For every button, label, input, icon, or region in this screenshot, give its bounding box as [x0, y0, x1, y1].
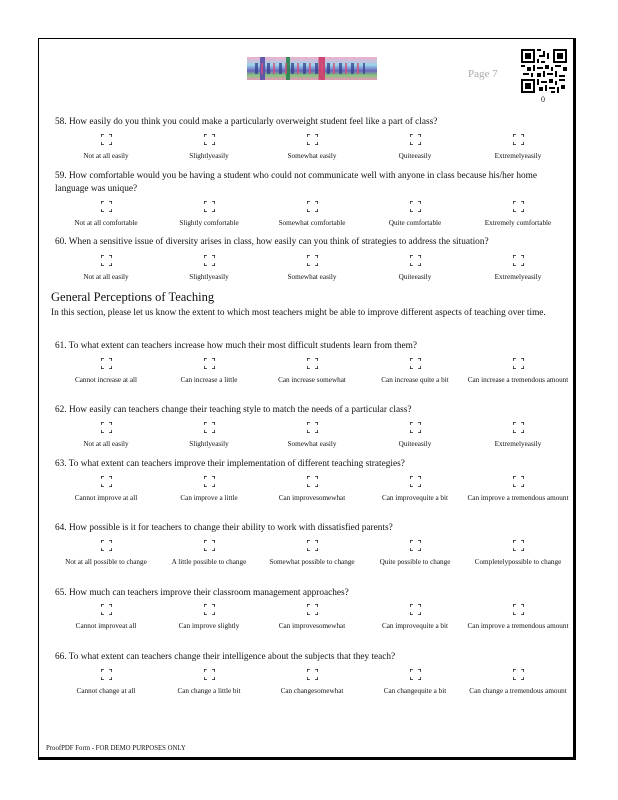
section-title: General Perceptions of Teaching [51, 290, 215, 304]
checkbox-icon[interactable] [513, 201, 524, 212]
answer-row-58 [54, 134, 568, 174]
checkbox-icon[interactable] [204, 604, 215, 615]
qr-caption: 0 [541, 95, 545, 104]
checkbox-icon[interactable] [307, 255, 318, 266]
checkbox-icon[interactable] [204, 255, 215, 266]
option-label: Quiteeasily [398, 273, 432, 281]
option-label: Can increase quite a bit [381, 376, 449, 384]
checkbox-icon[interactable] [513, 540, 524, 551]
checkbox-icon[interactable] [101, 540, 112, 551]
option-label: Not at all possible to change [65, 558, 147, 566]
option-66-1[interactable] [54, 669, 158, 697]
option-66-3[interactable] [260, 669, 364, 697]
checkbox-icon[interactable] [410, 255, 421, 266]
answer-row-59 [54, 201, 568, 241]
checkbox-icon[interactable] [101, 422, 112, 433]
option-label: Somewhat easily [287, 273, 337, 281]
page-number: Page 7 [468, 68, 498, 80]
option-60-4[interactable] [363, 255, 467, 283]
option-label: Not at all easily [83, 273, 129, 281]
qr-code [521, 49, 567, 93]
option-64-2[interactable] [157, 540, 261, 568]
option-60-1[interactable] [54, 255, 158, 283]
option-label: Not at all comfortable [74, 219, 138, 227]
answer-row-66 [54, 669, 568, 709]
question-62: 62. How easily can teachers change their teaching style to match the needs of a particular class? [55, 405, 412, 415]
checkbox-icon[interactable] [513, 255, 524, 266]
checkbox-icon[interactable] [307, 476, 318, 487]
option-label: Can improve slightly [178, 622, 240, 630]
checkbox-icon[interactable] [204, 476, 215, 487]
answer-row-63 [54, 476, 568, 516]
option-65-2[interactable] [157, 604, 261, 632]
option-61-3[interactable] [260, 358, 364, 386]
answer-row-60 [54, 255, 568, 295]
option-label: Can improvequite a bit [381, 622, 449, 630]
option-66-2[interactable] [157, 669, 261, 697]
checkbox-icon[interactable] [307, 604, 318, 615]
checkbox-icon[interactable] [204, 669, 215, 680]
option-label: Can increase a little [180, 376, 238, 384]
answer-row-62 [54, 422, 568, 462]
question-61: 61. To what extent can teachers increase how much their most difficult students learn from them? [55, 341, 417, 351]
option-66-5[interactable] [466, 669, 570, 697]
option-label: Slightlyeasily [189, 440, 229, 448]
question-59: 59. How comfortable would you be having a student who could not communicate well with anyone in class because his/her home language was unique? [55, 171, 538, 194]
option-label: Cannot improve at all [74, 494, 138, 502]
option-label: Quiteeasily [398, 152, 432, 160]
option-label: Slightly comfortable [179, 219, 239, 227]
checkbox-icon[interactable] [204, 540, 215, 551]
option-label: Can increase a tremendous amount [467, 376, 569, 384]
option-62-4[interactable] [363, 422, 467, 450]
option-59-4[interactable] [363, 201, 467, 229]
option-label: Extremely comfortable [484, 219, 552, 227]
checkbox-icon[interactable] [410, 604, 421, 615]
checkbox-icon[interactable] [307, 422, 318, 433]
option-62-5[interactable] [466, 422, 570, 450]
option-61-1[interactable] [54, 358, 158, 386]
checkbox-icon[interactable] [513, 669, 524, 680]
checkbox-icon[interactable] [410, 201, 421, 212]
checkbox-icon[interactable] [513, 134, 524, 145]
checkbox-icon[interactable] [204, 201, 215, 212]
checkbox-icon[interactable] [410, 422, 421, 433]
option-61-5[interactable] [466, 358, 570, 386]
option-label: Slightlyeasily [189, 152, 229, 160]
checkbox-icon[interactable] [101, 201, 112, 212]
option-label: Quite possible to change [379, 558, 451, 566]
option-label: Cannot improveat all [75, 622, 137, 630]
option-58-1[interactable] [54, 134, 158, 162]
checkbox-icon[interactable] [101, 604, 112, 615]
option-label: Somewhat easily [287, 152, 337, 160]
checkbox-icon[interactable] [410, 358, 421, 369]
checkbox-icon[interactable] [513, 604, 524, 615]
question-65: 65. How much can teachers improve their classroom management approaches? [55, 588, 349, 598]
checkbox-icon[interactable] [101, 255, 112, 266]
checkbox-icon[interactable] [101, 358, 112, 369]
option-label: Can improvequite a bit [381, 494, 449, 502]
checkbox-icon[interactable] [101, 669, 112, 680]
checkbox-icon[interactable] [307, 540, 318, 551]
option-label: Can improve a little [180, 494, 238, 502]
option-label: Not at all easily [83, 152, 129, 160]
option-59-1[interactable] [54, 201, 158, 229]
option-65-1[interactable] [54, 604, 158, 632]
header-logo [247, 57, 377, 80]
option-64-3[interactable] [260, 540, 364, 568]
option-label: Extremelyeasily [494, 152, 542, 160]
checkbox-icon[interactable] [307, 669, 318, 680]
option-label: Quiteeasily [398, 440, 432, 448]
option-label: Can improvesomewhat [278, 622, 346, 630]
option-63-1[interactable] [54, 476, 158, 504]
question-58: 58. How easily do you think you could make a particularly overweight student feel like a part of class? [55, 117, 438, 127]
option-60-3[interactable] [260, 255, 364, 283]
option-label: Can increase somewhat [278, 376, 346, 384]
option-58-3[interactable] [260, 134, 364, 162]
option-label: Can change a little bit [177, 687, 241, 695]
option-label: Cannot increase at all [74, 376, 138, 384]
option-label: Somewhat possible to change [269, 558, 355, 566]
option-62-2[interactable] [157, 422, 261, 450]
checkbox-icon[interactable] [307, 134, 318, 145]
checkbox-icon[interactable] [410, 540, 421, 551]
option-64-5[interactable] [466, 540, 570, 568]
option-62-3[interactable] [260, 422, 364, 450]
checkbox-icon[interactable] [410, 669, 421, 680]
question-60: 60. When a sensitive issue of diversity arises in class, how easily can you think of strategies to address the situation? [55, 237, 489, 247]
option-label: Extremelyeasily [494, 273, 542, 281]
checkbox-icon[interactable] [307, 358, 318, 369]
checkbox-icon[interactable] [204, 422, 215, 433]
checkbox-icon[interactable] [101, 476, 112, 487]
answer-row-65 [54, 604, 568, 644]
section-intro: In this section, please let us know the extent to which most teachers might be able to improve different aspects of teaching over time. [51, 308, 546, 318]
option-58-5[interactable] [466, 134, 570, 162]
checkbox-icon[interactable] [101, 134, 112, 145]
option-60-2[interactable] [157, 255, 261, 283]
option-62-1[interactable] [54, 422, 158, 450]
option-64-4[interactable] [363, 540, 467, 568]
question-63: 63. To what extent can teachers improve their implementation of different teaching strategies? [55, 459, 405, 469]
option-65-4[interactable] [363, 604, 467, 632]
option-label: Completelypossible to change [474, 558, 562, 566]
option-label: Not at all easily [83, 440, 129, 448]
option-61-2[interactable] [157, 358, 261, 386]
option-label: Can improve a tremendous amount [467, 494, 569, 502]
option-label: Can improve a tremendous amount [467, 622, 569, 630]
checkbox-icon[interactable] [513, 358, 524, 369]
checkbox-icon[interactable] [204, 358, 215, 369]
option-label: Quite comfortable [388, 219, 442, 227]
checkbox-icon[interactable] [307, 201, 318, 212]
option-63-5[interactable] [466, 476, 570, 504]
option-label: Can change a tremendous amount [469, 687, 567, 695]
option-label: Can improvesomewhat [278, 494, 346, 502]
option-label: A little possible to change [171, 558, 247, 566]
checkbox-icon[interactable] [410, 476, 421, 487]
option-65-5[interactable] [466, 604, 570, 632]
checkbox-icon[interactable] [513, 422, 524, 433]
option-63-3[interactable] [260, 476, 364, 504]
checkbox-icon[interactable] [513, 476, 524, 487]
footer-note: ProofPDF Form - FOR DEMO PURPOSES ONLY [46, 745, 186, 752]
option-61-4[interactable] [363, 358, 467, 386]
option-63-4[interactable] [363, 476, 467, 504]
option-66-4[interactable] [363, 669, 467, 697]
answer-row-61 [54, 358, 568, 398]
option-label: Cannot change at all [76, 687, 136, 695]
option-58-4[interactable] [363, 134, 467, 162]
option-59-3[interactable] [260, 201, 364, 229]
option-63-2[interactable] [157, 476, 261, 504]
option-58-2[interactable] [157, 134, 261, 162]
option-label: Can changesomewhat [280, 687, 344, 695]
option-label: Extremelyeasily [494, 440, 542, 448]
option-59-2[interactable] [157, 201, 261, 229]
option-60-5[interactable] [466, 255, 570, 283]
answer-row-64 [54, 540, 568, 580]
option-label: Slightlyeasily [189, 273, 229, 281]
checkbox-icon[interactable] [410, 134, 421, 145]
question-66: 66. To what extent can teachers change their intelligence about the subjects that they teach? [55, 652, 396, 662]
question-64: 64. How possible is it for teachers to change their ability to work with dissatisfied parents? [55, 523, 393, 533]
option-59-5[interactable] [466, 201, 570, 229]
option-label: Can changequite a bit [383, 687, 447, 695]
option-label: Somewhat easily [287, 440, 337, 448]
option-65-3[interactable] [260, 604, 364, 632]
option-label: Somewhat comfortable [278, 219, 346, 227]
checkbox-icon[interactable] [204, 134, 215, 145]
option-64-1[interactable] [54, 540, 158, 568]
